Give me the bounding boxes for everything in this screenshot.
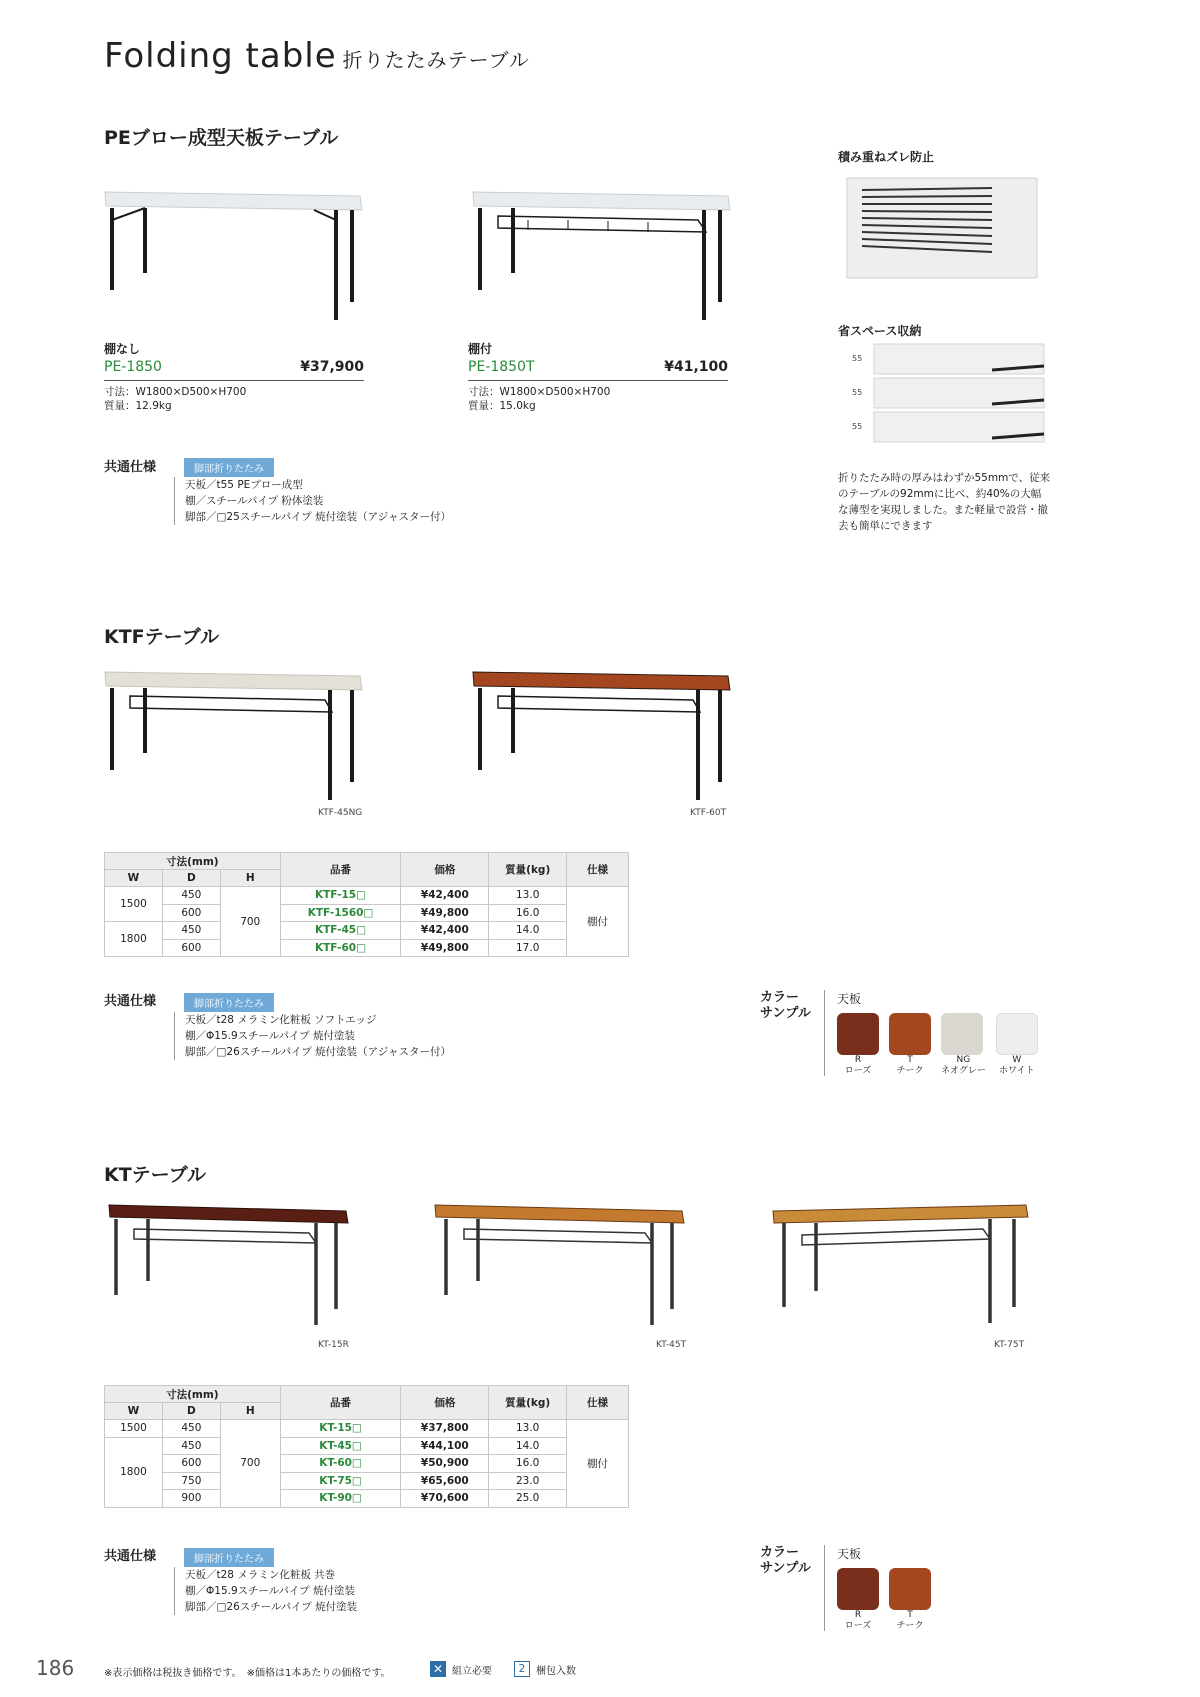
ktf-col-h: H xyxy=(220,870,280,887)
spec-cell: 棚付 xyxy=(567,887,629,957)
table-row xyxy=(105,922,629,940)
d-cell: 450 xyxy=(162,1437,220,1455)
ktf-spec-line: 脚部／□26スチールパイプ 焼付塗装（アジャスター付） xyxy=(185,1046,452,1058)
ktf-col-w: W xyxy=(105,870,163,887)
d-cell: 450 xyxy=(162,887,220,905)
swatch-code: NG xyxy=(956,1055,971,1065)
d-cell: 450 xyxy=(162,922,220,940)
pe-1850t-spec xyxy=(468,385,610,413)
swatch-name: チーク xyxy=(896,1066,924,1076)
weight-cell: 16.0 xyxy=(489,1455,567,1473)
ktf-color-box xyxy=(824,990,1038,1076)
code-cell: KTF-1560□ xyxy=(280,904,401,922)
price-cell: ¥65,600 xyxy=(401,1472,489,1490)
page-title-en: Folding table xyxy=(104,36,337,76)
swatch-name: チーク xyxy=(896,1621,924,1631)
table-row xyxy=(105,1420,629,1438)
kt-col-d: D xyxy=(162,1403,220,1420)
pack-count-label: 梱包入数 xyxy=(536,1665,576,1677)
thickness-label: 55 xyxy=(852,422,863,431)
swatch-code: R xyxy=(854,1610,862,1620)
ktf-col-price: 価格 xyxy=(401,853,489,887)
d-cell: 450 xyxy=(162,1420,220,1438)
d-cell: 900 xyxy=(162,1490,220,1508)
pe-1850t-rule xyxy=(468,380,728,381)
swatch-chip xyxy=(837,1013,879,1055)
ktf-col-weight: 質量(kg) xyxy=(489,853,567,887)
pe-1850t-price: ¥41,100 xyxy=(664,359,728,375)
pe-1850t-code: PE-1850T xyxy=(468,359,535,375)
kt-45t-caption: KT-45T xyxy=(656,1340,687,1350)
assembly-label: 組立必要 xyxy=(452,1665,492,1677)
kt-spec-heading: 共通仕様 xyxy=(104,1549,157,1564)
price-cell: ¥49,800 xyxy=(401,939,489,957)
w-cell: 1500 xyxy=(105,887,163,922)
ktf-spec-lines xyxy=(174,1012,451,1060)
pe-1850-spec xyxy=(104,385,246,413)
ktf-color-heading xyxy=(760,990,811,1022)
pe-1850t-dims: 寸法：W1800×D500×H700 xyxy=(468,386,611,398)
stacked-tables-image xyxy=(842,170,1042,285)
swatch-code: R xyxy=(854,1055,862,1065)
footer-legend xyxy=(430,1661,576,1677)
folded-stack-diagram xyxy=(838,342,1048,446)
pack-count-icon: 2 xyxy=(514,1661,530,1677)
table-row xyxy=(105,1472,629,1490)
table-row xyxy=(105,887,629,905)
page-number: 186 xyxy=(36,1656,75,1680)
color-swatch-w xyxy=(996,1013,1038,1077)
footer-note: ※表示価格は税抜き価格です。 ※価格は1本あたりの価格です。 xyxy=(104,1668,391,1679)
pe-1850-label: 棚なし xyxy=(104,342,141,356)
pe-1850-code: PE-1850 xyxy=(104,359,162,375)
page-title-jp: 折りたたみテーブル xyxy=(342,48,530,72)
w-cell: 1800 xyxy=(105,1437,163,1507)
ktf-color-sub: 天板 xyxy=(837,992,862,1006)
assembly-icon: ✕ xyxy=(430,1661,446,1677)
folded-tables-image xyxy=(872,342,1048,446)
kt-col-spec: 仕様 xyxy=(567,1386,629,1420)
color-swatch-t xyxy=(889,1568,931,1632)
kt-col-weight: 質量(kg) xyxy=(489,1386,567,1420)
kt-color-box xyxy=(824,1545,931,1631)
kt-spec-line: 棚／Φ15.9スチールパイプ 焼付塗装 xyxy=(185,1585,356,1597)
swatch-code: T xyxy=(907,1610,913,1620)
code-cell: KT-60□ xyxy=(280,1455,401,1473)
kt-15r-image xyxy=(104,1195,354,1335)
pe-1850-dims: 寸法：W1800×D500×H700 xyxy=(104,386,247,398)
pe-spec-line: 棚／スチールパイプ 粉体塗装 xyxy=(185,495,324,507)
weight-cell: 16.0 xyxy=(489,904,567,922)
kt-spec-lines xyxy=(174,1567,357,1615)
pe-spec-badge: 脚部折りたたみ xyxy=(184,458,274,477)
code-cell: KT-90□ xyxy=(280,1490,401,1508)
kt-col-price: 価格 xyxy=(401,1386,489,1420)
table-row xyxy=(105,1490,629,1508)
weight-cell: 13.0 xyxy=(489,887,567,905)
kt-col-h: H xyxy=(220,1403,280,1420)
color-swatch-r xyxy=(837,1013,879,1077)
price-cell: ¥50,900 xyxy=(401,1455,489,1473)
pe-section-title: PEブロー成型天板テーブル xyxy=(104,127,339,149)
kt-spec-line: 脚部／□26スチールパイプ 焼付塗装 xyxy=(185,1601,358,1613)
color-heading-line: サンプル xyxy=(760,1561,811,1576)
kt-75t-image xyxy=(768,1195,1033,1335)
swatch-name: ホワイト xyxy=(998,1066,1035,1076)
h-cell: 700 xyxy=(220,1420,280,1508)
price-cell: ¥70,600 xyxy=(401,1490,489,1508)
save-space-text-line: 折りたたみ時の厚みはわずか55mmで、従来 xyxy=(838,472,1051,484)
price-cell: ¥37,800 xyxy=(401,1420,489,1438)
code-cell: KT-75□ xyxy=(280,1472,401,1490)
weight-cell: 23.0 xyxy=(489,1472,567,1490)
table-row xyxy=(105,939,629,957)
thickness-label: 55 xyxy=(852,388,863,397)
ktf-spec-table xyxy=(104,852,629,957)
price-cell: ¥49,800 xyxy=(401,904,489,922)
pe-1850t-label: 棚付 xyxy=(468,342,493,356)
stack-title: 積み重ねズレ防止 xyxy=(838,150,935,164)
pe-spec-heading: 共通仕様 xyxy=(104,460,157,475)
pe-1850-rule xyxy=(104,380,364,381)
swatch-name: ローズ xyxy=(844,1066,872,1076)
thickness-ruler xyxy=(838,342,872,446)
ktf-col-code: 品番 xyxy=(280,853,401,887)
ktf-section-title: KTFテーブル xyxy=(104,626,219,648)
kt-75t-caption: KT-75T xyxy=(994,1340,1025,1350)
save-space-text-line: な薄型を実現しました。また軽量で設営・撤 xyxy=(838,504,1048,516)
pe-spec-lines xyxy=(174,477,451,525)
kt-15r-caption: KT-15R xyxy=(318,1340,349,1350)
kt-col-w: W xyxy=(105,1403,163,1420)
kt-col-code: 品番 xyxy=(280,1386,401,1420)
swatch-name: ローズ xyxy=(844,1621,872,1631)
weight-cell: 14.0 xyxy=(489,922,567,940)
w-cell: 1800 xyxy=(105,922,163,957)
color-swatch-r xyxy=(837,1568,879,1632)
kt-spec-line: 天板／t28 メラミン化粧板 共巻 xyxy=(185,1569,336,1581)
save-space-text-line: 去も簡単にできます xyxy=(838,520,933,532)
swatch-chip xyxy=(941,1013,983,1055)
code-cell: KT-15□ xyxy=(280,1420,401,1438)
ktf-col-spec: 仕様 xyxy=(567,853,629,887)
kt-dim-header: 寸法(mm) xyxy=(105,1386,281,1403)
ktf-spec-badge: 脚部折りたたみ xyxy=(184,993,274,1012)
pe-1850t-weight: 質量：15.0kg xyxy=(468,400,536,412)
swatch-chip xyxy=(837,1568,879,1610)
code-cell: KTF-45□ xyxy=(280,922,401,940)
thickness-label: 55 xyxy=(852,354,863,363)
ktf-60t-image xyxy=(468,660,738,810)
color-swatch-ng xyxy=(941,1013,986,1077)
ktf-60t-caption: KTF-60T xyxy=(690,808,727,818)
weight-cell: 25.0 xyxy=(489,1490,567,1508)
weight-cell: 14.0 xyxy=(489,1437,567,1455)
kt-color-heading xyxy=(760,1545,811,1577)
ktf-spec-line: 棚／Φ15.9スチールパイプ 焼付塗装 xyxy=(185,1030,356,1042)
ktf-spec-heading: 共通仕様 xyxy=(104,994,157,1009)
code-cell: KTF-15□ xyxy=(280,887,401,905)
pe-1850t-image xyxy=(468,180,738,325)
save-space-title: 省スペース収納 xyxy=(838,324,922,338)
price-cell: ¥44,100 xyxy=(401,1437,489,1455)
ktf-col-d: D xyxy=(162,870,220,887)
page-title xyxy=(104,36,530,76)
color-heading-line: カラー xyxy=(760,990,800,1005)
ktf-45ng-image xyxy=(100,660,370,810)
pe-1850-weight: 質量：12.9kg xyxy=(104,400,172,412)
swatch-chip xyxy=(889,1568,931,1610)
swatch-chip xyxy=(889,1013,931,1055)
spec-cell: 棚付 xyxy=(567,1420,629,1508)
table-row xyxy=(105,1455,629,1473)
ktf-dim-header: 寸法(mm) xyxy=(105,853,281,870)
kt-spec-badge: 脚部折りたたみ xyxy=(184,1548,274,1567)
ktf-45ng-caption: KTF-45NG xyxy=(318,808,363,818)
code-cell: KTF-60□ xyxy=(280,939,401,957)
weight-cell: 17.0 xyxy=(489,939,567,957)
weight-cell: 13.0 xyxy=(489,1420,567,1438)
kt-section-title: KTテーブル xyxy=(104,1164,206,1186)
price-cell: ¥42,400 xyxy=(401,922,489,940)
pe-1850-price: ¥37,900 xyxy=(300,359,364,375)
color-heading-line: サンプル xyxy=(760,1006,811,1021)
swatch-code: T xyxy=(907,1055,913,1065)
swatch-chip xyxy=(996,1013,1038,1055)
table-row xyxy=(105,904,629,922)
save-space-text-line: のテーブルの92mmに比べ、約40%の大幅 xyxy=(838,488,1042,500)
d-cell: 750 xyxy=(162,1472,220,1490)
d-cell: 600 xyxy=(162,1455,220,1473)
table-row xyxy=(105,1437,629,1455)
kt-color-sub: 天板 xyxy=(837,1547,862,1561)
w-cell: 1500 xyxy=(105,1420,163,1438)
ktf-spec-line: 天板／t28 メラミン化粧板 ソフトエッジ xyxy=(185,1014,377,1026)
d-cell: 600 xyxy=(162,904,220,922)
swatch-name: ネオグレー xyxy=(941,1066,986,1076)
color-heading-line: カラー xyxy=(760,1545,800,1560)
pe-1850-image xyxy=(100,180,370,325)
d-cell: 600 xyxy=(162,939,220,957)
kt-spec-table xyxy=(104,1385,629,1508)
pe-spec-line: 脚部／□25スチールパイプ 焼付塗装（アジャスター付） xyxy=(185,511,452,523)
kt-45t-image xyxy=(430,1195,690,1335)
code-cell: KT-45□ xyxy=(280,1437,401,1455)
pe-spec-line: 天板／t55 PEブロー成型 xyxy=(185,479,303,491)
swatch-code: W xyxy=(1012,1055,1022,1065)
price-cell: ¥42,400 xyxy=(401,887,489,905)
save-space-text xyxy=(838,470,1050,534)
color-swatch-t xyxy=(889,1013,931,1077)
h-cell: 700 xyxy=(220,887,280,957)
